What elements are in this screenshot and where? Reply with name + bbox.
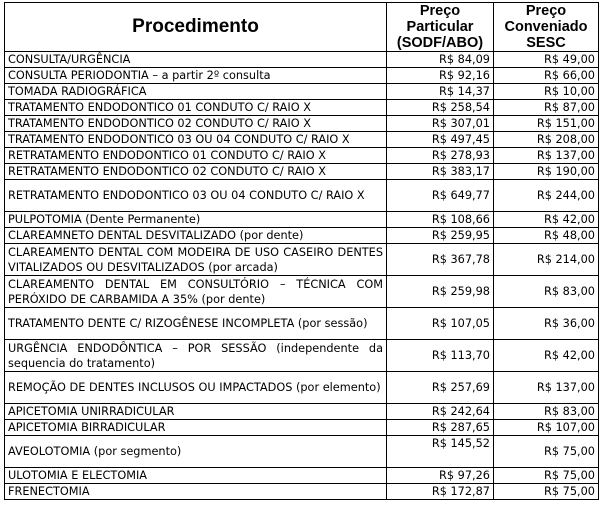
agreement-price-header	[494, 3, 599, 52]
agreement-price-cell: R$ 151,00	[494, 116, 599, 132]
table-row	[5, 244, 599, 276]
header-row	[5, 3, 599, 52]
table-row	[5, 436, 599, 468]
procedure-cell: ULOTOMIA E ELECTOMIA	[5, 468, 387, 484]
private-price-cell: R$ 367,78	[387, 244, 494, 276]
procedure-cell: CONSULTA PERIODONTIA – a partir 2º consulta	[5, 68, 387, 84]
agreement-price-cell: R$ 75,00	[494, 436, 599, 468]
table-row	[5, 228, 599, 244]
procedure-cell: APICETOMIA UNIRRADICULAR	[5, 404, 387, 420]
private-header-line: Particular	[406, 19, 474, 35]
private-price-cell: R$ 649,77	[387, 180, 494, 212]
agreement-price-cell: R$ 87,00	[494, 100, 599, 116]
table-row	[5, 308, 599, 340]
procedure-cell: AVEOLOTOMIA (por segmento)	[5, 436, 387, 468]
agreement-price-cell: R$ 244,00	[494, 180, 599, 212]
agreement-price-cell: R$ 36,00	[494, 308, 599, 340]
procedure-cell: REMOÇÃO DE DENTES INCLUSOS OU IMPACTADOS (por elemento)	[5, 372, 387, 404]
agreement-price-cell: R$ 83,00	[494, 276, 599, 308]
table-row	[5, 148, 599, 164]
private-price-cell: R$ 287,65	[387, 420, 494, 436]
table-row	[5, 68, 599, 84]
table-row	[5, 116, 599, 132]
agreement-price-cell: R$ 75,00	[494, 468, 599, 484]
private-price-cell: R$ 497,45	[387, 132, 494, 148]
agreement-price-cell: R$ 208,00	[494, 132, 599, 148]
procedure-cell: CONSULTA/URGÊNCIA	[5, 52, 387, 68]
private-price-cell: R$ 259,95	[387, 228, 494, 244]
procedure-cell: TRATAMENTO ENDODONTICO 02 CONDUTO C/ RAIO X	[5, 116, 387, 132]
private-header-line: Preço	[419, 3, 461, 19]
procedure-cell: FRENECTOMIA	[5, 484, 387, 500]
private-header-line: (SODF/ABO)	[396, 35, 484, 51]
private-price-cell: R$ 307,01	[387, 116, 494, 132]
agreement-price-cell: R$ 107,00	[494, 420, 599, 436]
private-price-cell: R$ 383,17	[387, 164, 494, 180]
table-row	[5, 340, 599, 372]
private-price-cell: R$ 172,87	[387, 484, 494, 500]
private-price-cell: R$ 242,64	[387, 404, 494, 420]
private-price-cell: R$ 84,09	[387, 52, 494, 68]
agreement-price-cell: R$ 190,00	[494, 164, 599, 180]
agreement-price-cell: R$ 10,00	[494, 84, 599, 100]
procedure-cell: TRATAMENTO ENDODONTICO 03 OU 04 CONDUTO C/ RAIO X	[5, 132, 387, 148]
private-price-cell: R$ 14,37	[387, 84, 494, 100]
agreement-header-line: Preço	[525, 3, 567, 19]
private-price-cell: R$ 107,05	[387, 308, 494, 340]
private-price-cell: R$ 108,66	[387, 212, 494, 228]
procedure-cell: TOMADA RADIOGRÁFICA	[5, 84, 387, 100]
private-price-header	[387, 3, 494, 52]
agreement-price-cell: R$ 137,00	[494, 148, 599, 164]
procedure-cell: PULPOTOMIA (Dente Permanente)	[5, 212, 387, 228]
table-row	[5, 52, 599, 68]
table-row	[5, 180, 599, 212]
agreement-price-cell: R$ 83,00	[494, 404, 599, 420]
agreement-price-cell: R$ 75,00	[494, 484, 599, 500]
agreement-price-cell: R$ 48,00	[494, 228, 599, 244]
private-price-cell: R$ 97,26	[387, 468, 494, 484]
table-row	[5, 404, 599, 420]
private-price-cell: R$ 145,52	[387, 436, 494, 468]
agreement-price-cell: R$ 214,00	[494, 244, 599, 276]
agreement-price-cell: R$ 66,00	[494, 68, 599, 84]
table-row	[5, 164, 599, 180]
procedure-cell: CLAREAMNETO DENTAL DESVITALIZADO (por dente)	[5, 228, 387, 244]
private-price-cell: R$ 258,54	[387, 100, 494, 116]
procedure-header: Procedimento	[5, 3, 387, 52]
agreement-price-cell: R$ 42,00	[494, 212, 599, 228]
procedure-cell: RETRATAMENTO ENDODONTICO 02 CONDUTO C/ RAIO X	[5, 164, 387, 180]
private-price-cell: R$ 257,69	[387, 372, 494, 404]
table-row	[5, 372, 599, 404]
procedure-cell: TRATAMENTO DENTE C/ RIZOGÊNESE INCOMPLETA (por sessão)	[5, 308, 387, 340]
private-price-cell: R$ 259,98	[387, 276, 494, 308]
procedure-cell: TRATAMENTO ENDODONTICO 01 CONDUTO C/ RAIO X	[5, 100, 387, 116]
table-row	[5, 468, 599, 484]
table-row	[5, 276, 599, 308]
agreement-header-line: SESC	[526, 35, 566, 51]
table-row	[5, 100, 599, 116]
private-price-cell: R$ 113,70	[387, 340, 494, 372]
price-table	[4, 2, 599, 500]
table-row	[5, 212, 599, 228]
table-row	[5, 420, 599, 436]
procedure-cell: RETRATAMENTO ENDODONTICO 01 CONDUTO C/ RAIO X	[5, 148, 387, 164]
agreement-price-cell: R$ 49,00	[494, 52, 599, 68]
procedure-cell: CLAREAMENTO DENTAL EM CONSULTÓRIO – TÉCNICA COM PERÓXIDO DE CARBAMIDA A 35% (por dente)	[5, 276, 387, 308]
procedure-cell: URGÊNCIA ENDODÔNTICA – POR SESSÃO (independente da sequencia do tratamento)	[5, 340, 387, 372]
private-price-cell: R$ 92,16	[387, 68, 494, 84]
procedure-cell: APICETOMIA BIRRADICULAR	[5, 420, 387, 436]
table-row	[5, 84, 599, 100]
procedure-cell: RETRATAMENTO ENDODONTICO 03 OU 04 CONDUTO C/ RAIO X	[5, 180, 387, 212]
agreement-price-cell: R$ 137,00	[494, 372, 599, 404]
agreement-price-cell: R$ 42,00	[494, 340, 599, 372]
procedure-cell: CLAREAMENTO DENTAL COM MODEIRA DE USO CASEIRO DENTES VITALIZADOS OU DESVITALIZADOS (por arcada)	[5, 244, 387, 276]
agreement-header-line: Conveniado	[504, 19, 588, 35]
table-row	[5, 484, 599, 500]
private-price-cell: R$ 278,93	[387, 148, 494, 164]
table-row	[5, 132, 599, 148]
